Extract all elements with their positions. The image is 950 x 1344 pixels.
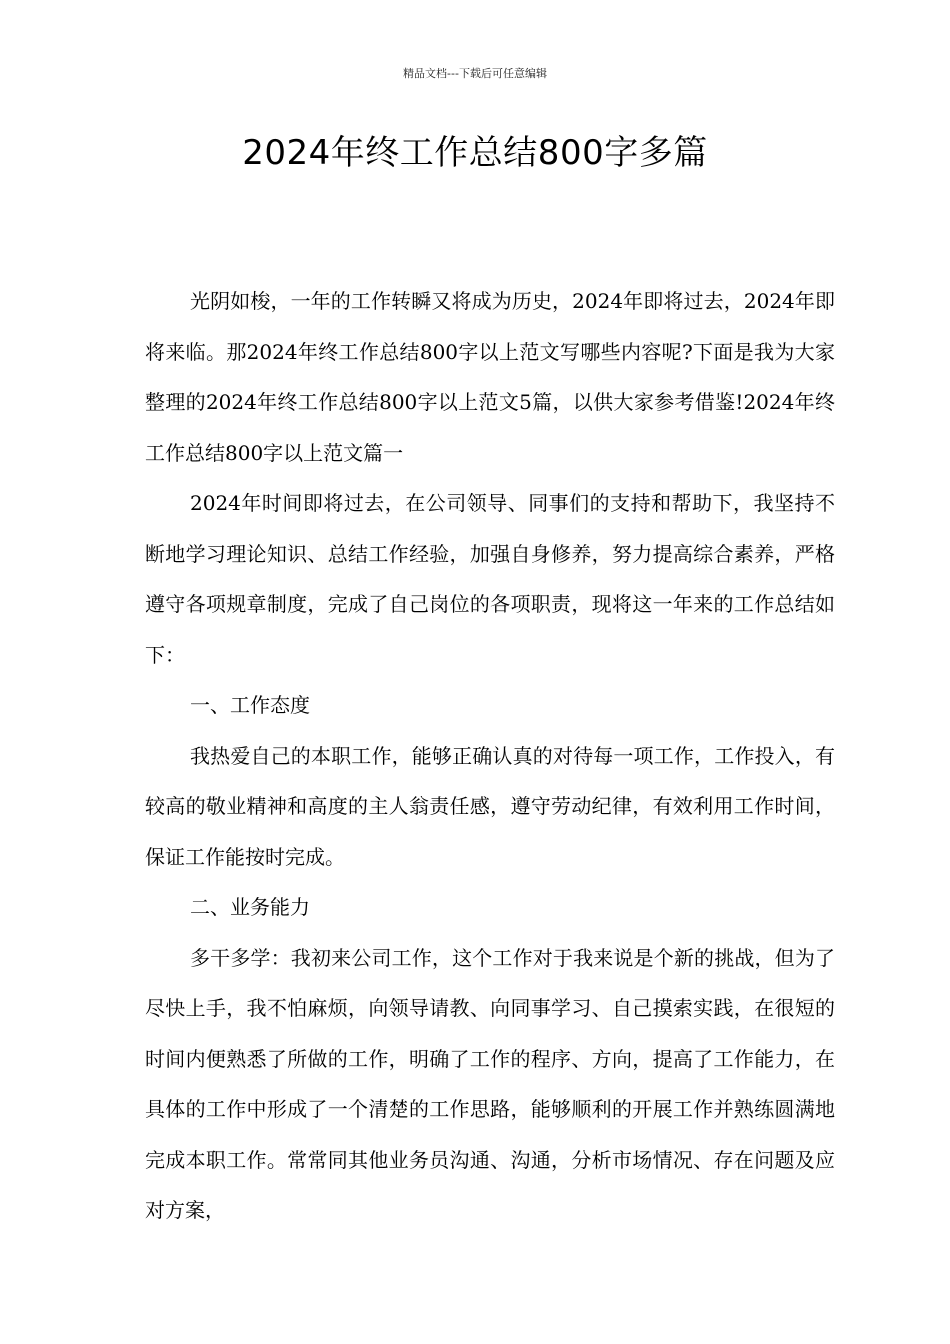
document-body <box>145 276 835 1236</box>
document-title: 2024年终工作总结800字多篇 <box>242 133 708 173</box>
header-note: 精品文档---下载后可任意编辑 <box>403 67 547 80</box>
paragraph-summary-intro: 2024年时间即将过去，在公司领导、同事们的支持和帮助下，我坚持不断地学习理论知识、总结工作经验，加强自身修养，努力提高综合素养，严格遵守各项规章制度，完成了自己岗位的各项职责，现将这一年来的工作总结如下： <box>145 491 835 667</box>
paragraph-intro: 光阴如梭，一年的工作转瞬又将成为历史，2024年即将过去，2024年即将来临。那2024年终工作总结800字以上范文写哪些内容呢?下面是我为大家整理的2024年终工作总结800字以上范文5篇，以供大家参考借鉴!2024年终工作总结800字以上范文篇一 <box>145 289 835 465</box>
section-heading-work-attitude: 一、工作态度 <box>190 693 310 717</box>
paragraph-business-ability: 多干多学：我初来公司工作，这个工作对于我来说是个新的挑战，但为了尽快上手，我不怕麻烦，向领导请教、向同事学习、自己摸索实践，在很短的时间内便熟悉了所做的工作，明确了工作的程序、方向，提高了工作能力，在具体的工作中形成了一个清楚的工作思路，能够顺利的开展工作并熟练圆满地完成本职工作。常常同其他业务员沟通、沟通，分析市场情况、存在问题及应对方案， <box>145 945 835 1222</box>
paragraph-work-attitude: 我热爱自己的本职工作，能够正确认真的对待每一项工作，工作投入，有较高的敬业精神和高度的主人翁责任感，遵守劳动纪律，有效利用工作时间，保证工作能按时完成。 <box>145 743 835 869</box>
section-heading-business-ability: 二、业务能力 <box>190 895 310 919</box>
